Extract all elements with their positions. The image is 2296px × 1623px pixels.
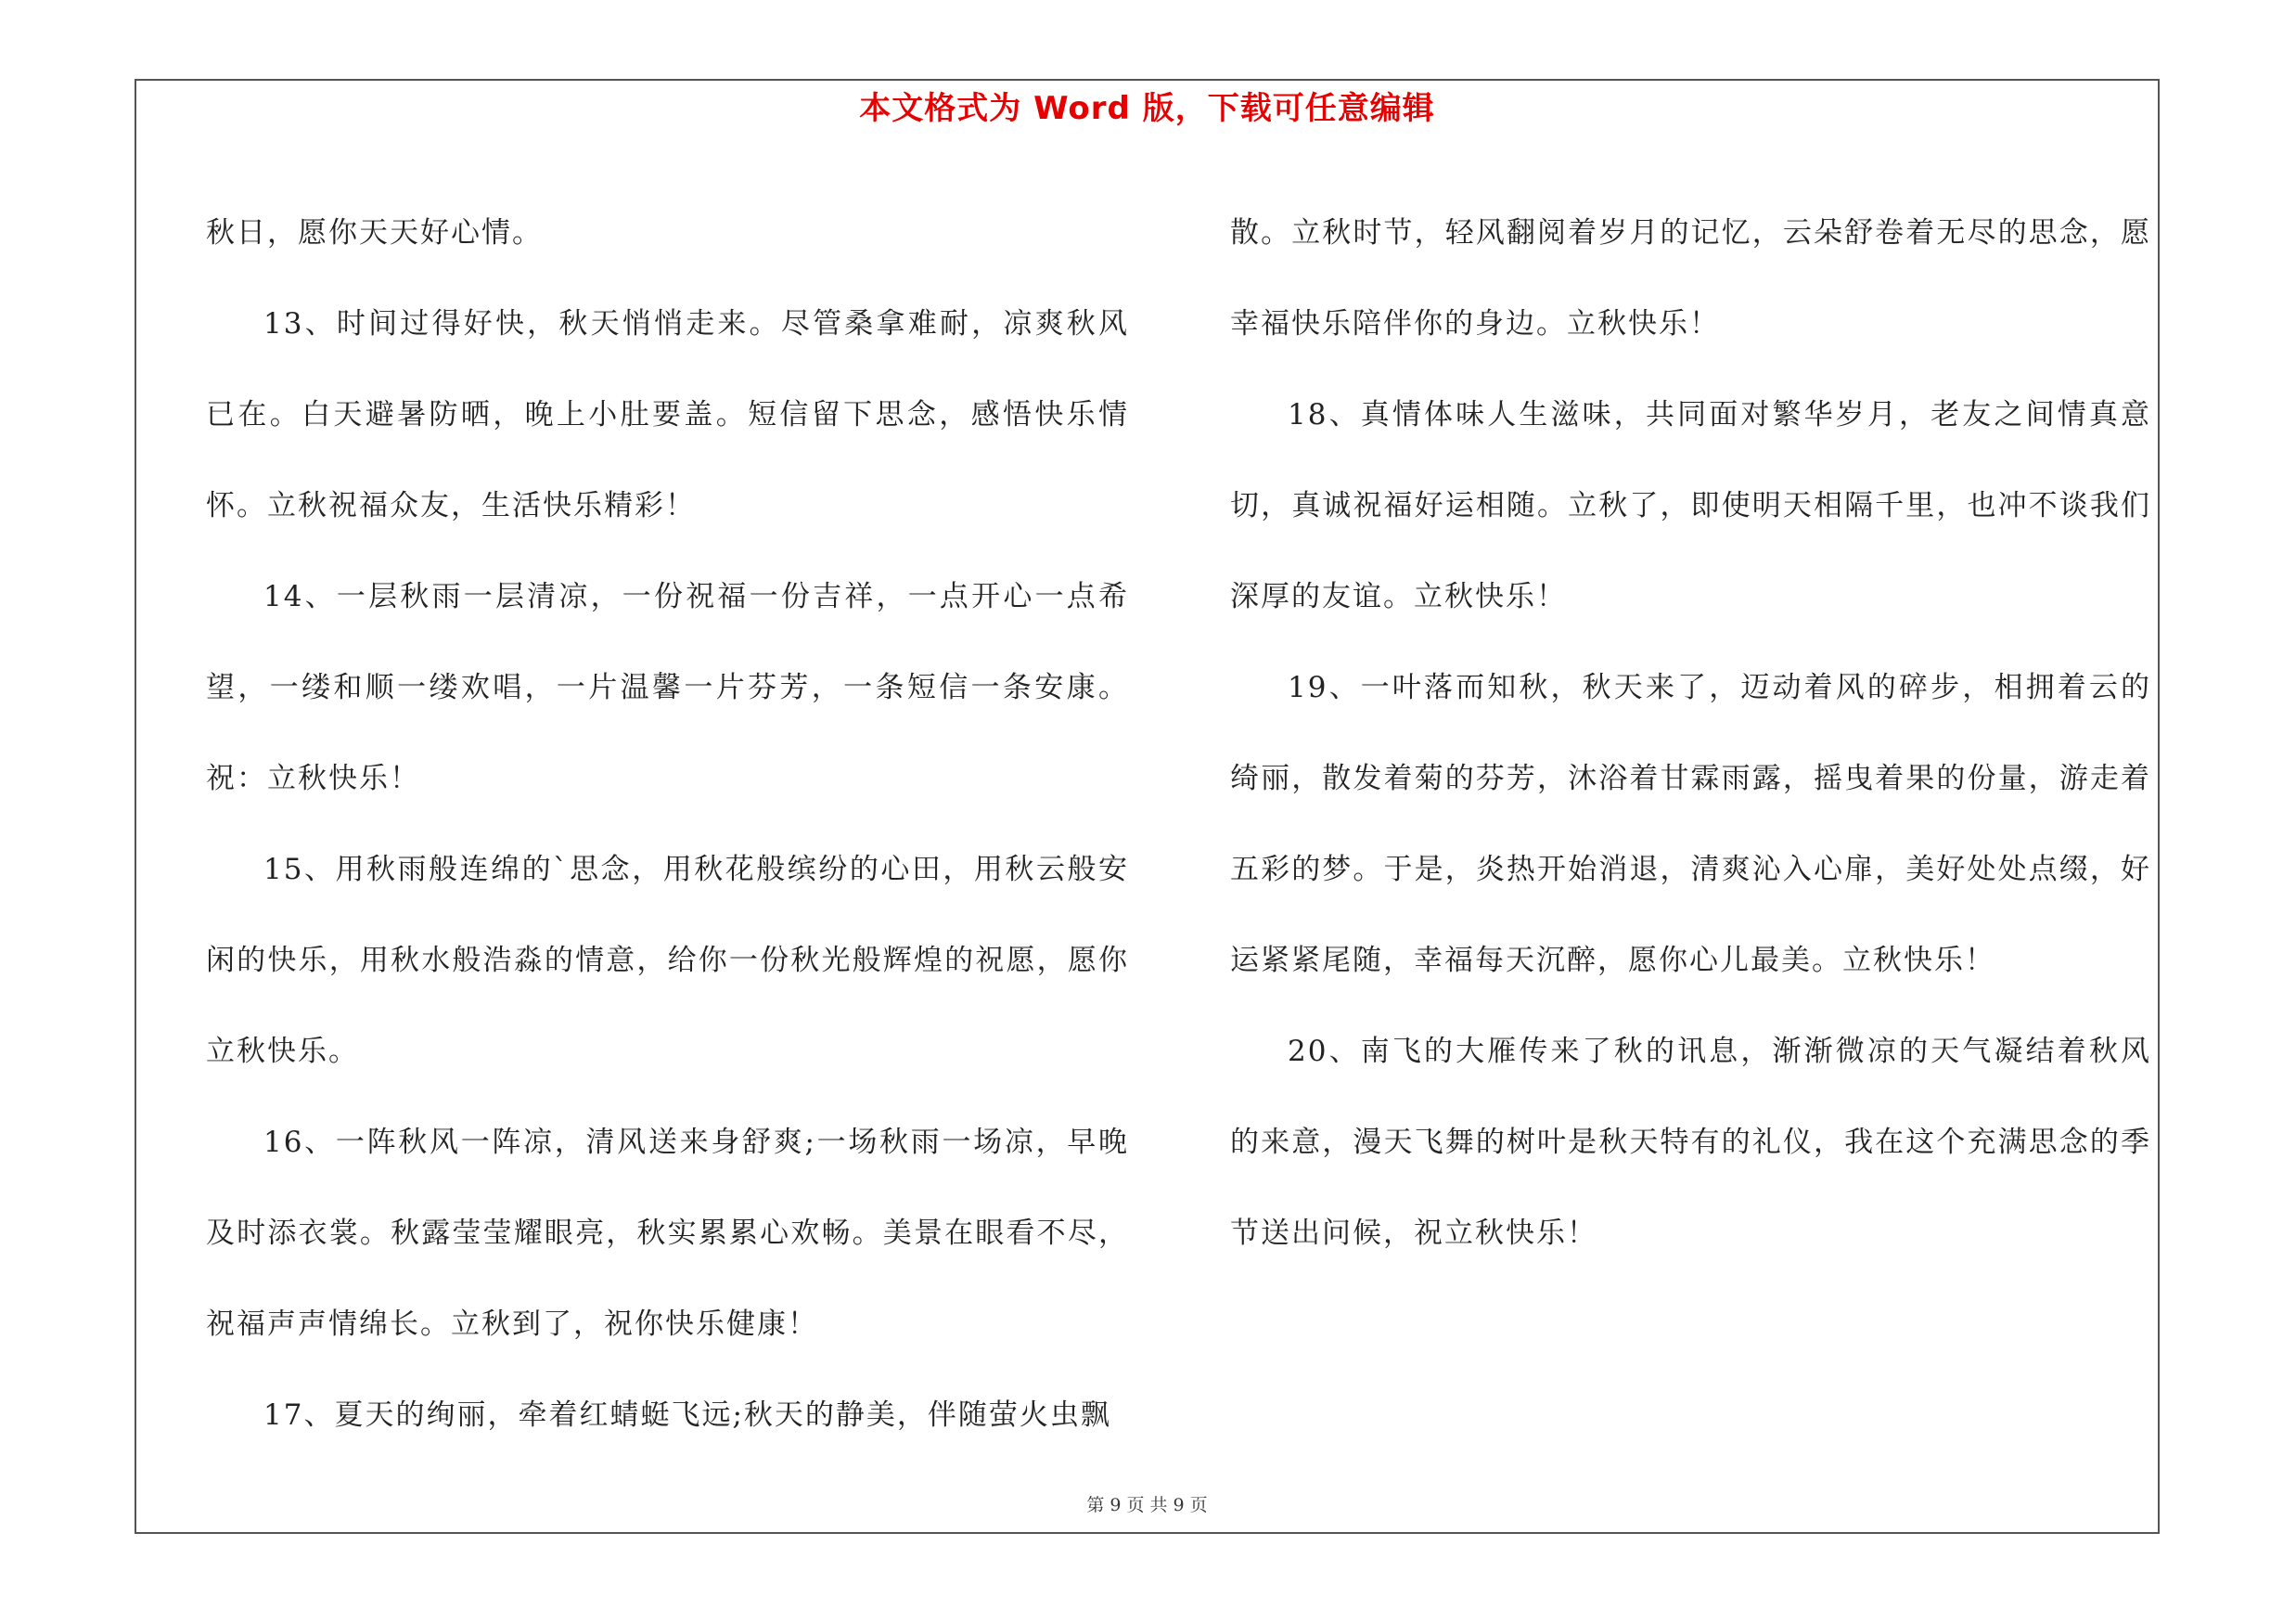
- paragraph-14: 14、一层秋雨一层清凉，一份祝福一份吉祥，一点开心一点希望，一缕和顺一缕欢唱，一片温馨一片芬芳，一条短信一条安康。祝：立秋快乐！: [206, 580, 1129, 795]
- paragraph-15: 15、用秋雨般连绵的`思念，用秋花般缤纷的心田，用秋云般安闲的快乐，用秋水般浩淼的情意，给你一份秋光般辉煌的祝愿，愿你立秋快乐。: [206, 853, 1129, 1068]
- paragraph-19: 19、一叶落而知秋，秋天来了，迈动着风的碎步，相拥着云的绮丽，散发着菊的芬芳，沐浴着甘霖雨露，摇曳着果的份量，游走着五彩的梦。于是，炎热开始消退，清爽沁入心扉，美好处处点缀，好运紧紧尾随，幸福每天沉醉，愿你心儿最美。立秋快乐！: [1230, 671, 2151, 977]
- paragraph-17-continuation: 散。立秋时节，轻风翻阅着岁月的记忆，云朵舒卷着无尽的思念，愿幸福快乐陪伴你的身边。立秋快乐！: [1230, 216, 2151, 341]
- right-text-column: [1230, 187, 2151, 1279]
- paragraph-continuation: 秋日，愿你天天好心情。: [206, 216, 543, 250]
- format-banner: 本文格式为 Word 版，下载可任意编辑: [859, 90, 1435, 127]
- paragraph-18: 18、真情体味人生滋味，共同面对繁华岁月，老友之间情真意切，真诚祝福好运相随。立秋了，即使明天相隔千里，也冲不谈我们深厚的友谊。立秋快乐！: [1230, 398, 2151, 613]
- paragraph-16: 16、一阵秋风一阵凉，清风送来身舒爽;一场秋雨一场凉，早晚及时添衣裳。秋露莹莹耀眼亮，秋实累累心欢畅。美景在眼看不尽，祝福声声情绵长。立秋到了，祝你快乐健康！: [206, 1126, 1129, 1341]
- left-text-column: [206, 187, 1129, 1461]
- paragraph-20: 20、南飞的大雁传来了秋的讯息，渐渐微凉的天气凝结着秋风的来意，漫天飞舞的树叶是秋天特有的礼仪，我在这个充满思念的季节送出问候，祝立秋快乐！: [1230, 1035, 2151, 1250]
- paragraph-13: 13、时间过得好快，秋天悄悄走来。尽管桑拿难耐，凉爽秋风已在。白天避暑防晒，晚上小肚要盖。短信留下思念，感悟快乐情怀。立秋祝福众友，生活快乐精彩！: [206, 307, 1129, 522]
- paragraph-17: 17、夏天的绚丽，牵着红蜻蜓飞远;秋天的静美，伴随萤火虫飘: [263, 1398, 1111, 1432]
- page-number-footer: 第 9 页 共 9 页: [1086, 1495, 1208, 1515]
